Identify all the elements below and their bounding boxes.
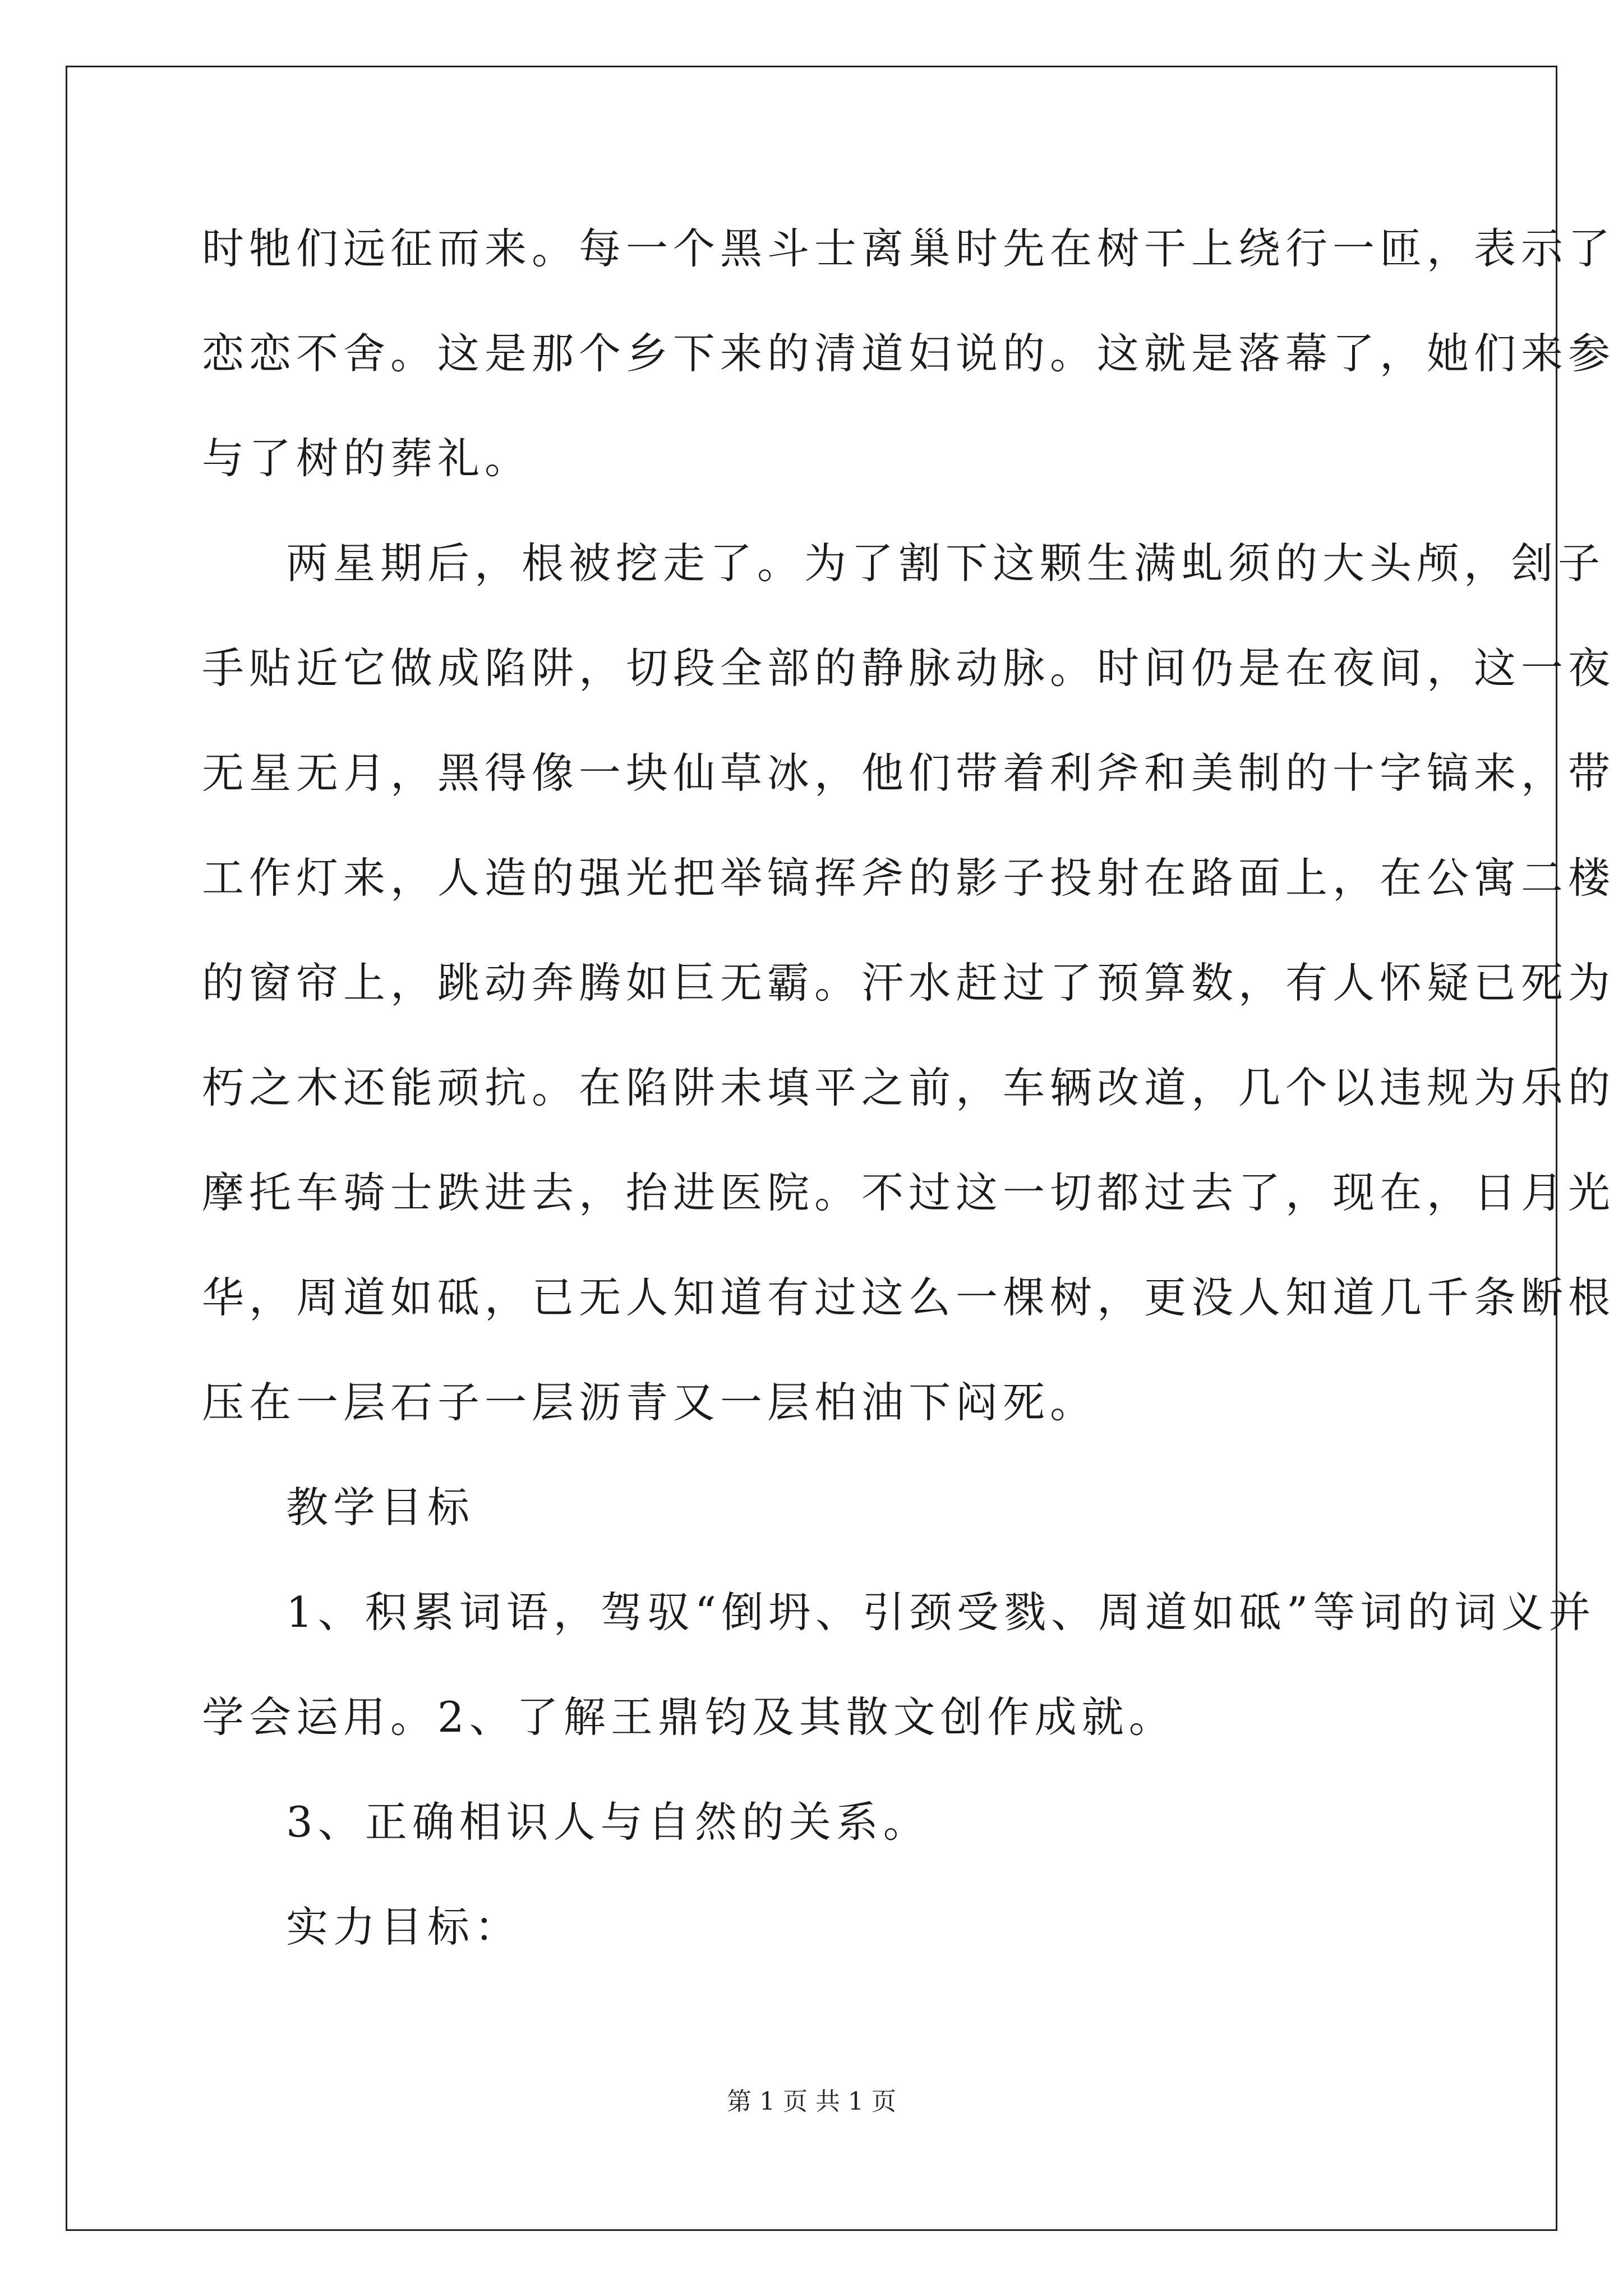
text-line: 与了树的葬礼。 — [202, 434, 532, 483]
section-heading — [202, 1875, 1436, 1980]
page-number-footer: 第 1 页 共 1 页 — [727, 2087, 896, 2116]
text-line: 的窗帘上，跳动奔腾如巨无霸。汗水赶过了预算数，有人怀疑已死为 — [202, 958, 1616, 1007]
text-line: 时牠们远征而来。每一个黑斗士离巢时先在树干上绕行一匝，表示了 — [202, 224, 1616, 273]
text-line: 两星期后，根被挖走了。为了割下这颗生满虬须的大头颅，刽子 — [286, 539, 1606, 588]
text-line: 工作灯来，人造的强光把举镐挥斧的影子投射在路面上，在公寓二楼 — [202, 853, 1616, 903]
text-line: 手贴近它做成陷阱，切段全部的静脉动脉。时间仍是在夜间，这一夜 — [202, 643, 1616, 693]
text-line: 摩托车骑士跌进去，抬进医院。不过这一切都过去了，现在，日月光 — [202, 1168, 1616, 1217]
text-line: 恋恋不舍。这是那个乡下来的清道妇说的。这就是落幕了，她们来参 — [202, 329, 1616, 378]
section-heading — [202, 1455, 1436, 1560]
paragraph — [202, 196, 1616, 511]
text-line: 压在一层石子一层沥青又一层柏油下闷死。 — [202, 1378, 1098, 1427]
text-line: 学会运用。2、了解王鼎钧及其散文创作成就。 — [202, 1692, 1176, 1742]
paragraph — [202, 511, 1616, 1455]
text-line: 华，周道如砥，已无人知道有过这么一棵树，更没人知道几千条断根 — [202, 1273, 1616, 1322]
document-body — [202, 196, 1616, 1980]
text-line: 实力目标： — [286, 1902, 522, 1952]
text-line: 朽之木还能顽抗。在陷阱未填平之前，车辆改道，几个以违规为乐的 — [202, 1063, 1616, 1112]
text-line: 1、积累词语，驾驭“倒坍、引颈受戮、周道如砥”等词的词义并 — [286, 1588, 1596, 1637]
paragraph — [202, 1770, 1436, 1875]
paragraph — [202, 1560, 1596, 1770]
text-line: 无星无月，黑得像一块仙草冰，他们带着利斧和美制的十字镐来，带 — [202, 748, 1616, 798]
text-line: 3、正确相识人与自然的关系。 — [286, 1797, 930, 1847]
text-line: 教学目标 — [286, 1483, 475, 1532]
